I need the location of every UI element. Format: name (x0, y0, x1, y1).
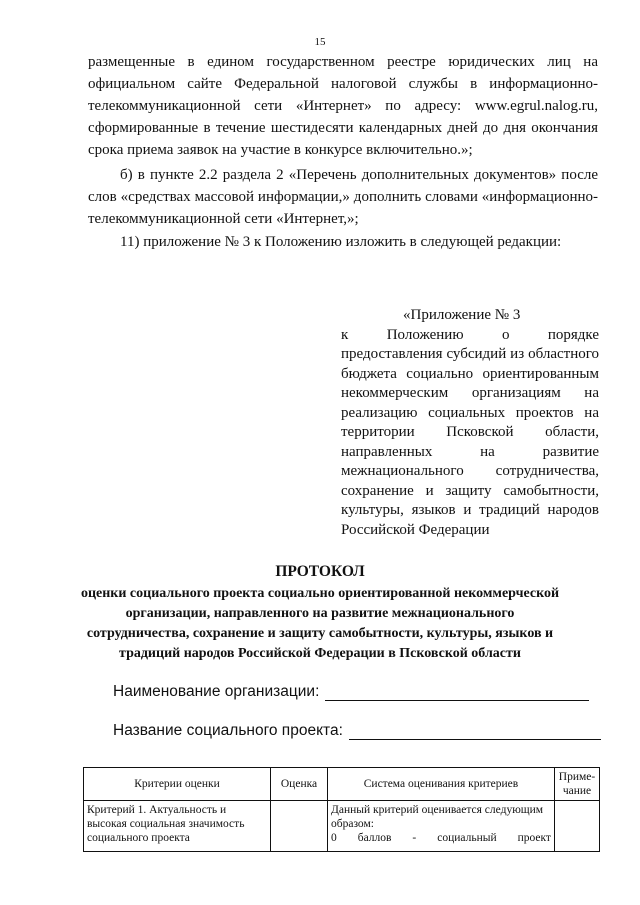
page-number: 15 (314, 36, 326, 48)
protocol-heading: ПРОТОКОЛ (275, 563, 365, 580)
project-field (113, 722, 601, 740)
criteria-table (83, 767, 600, 852)
system-line-2 (331, 831, 551, 845)
appendix-text: к Положению о порядке предоставления субсидий из областного бюджета социально ориентированным некоммерческим организациям на реализацию социальных проектов на территории Псковской области, направленных на развитие межнационального сотрудничества, сохранение и защиту самобытности, культуры, языков и традиций народов Российской Федерации (341, 326, 599, 538)
organization-blank[interactable] (325, 684, 589, 701)
system-cell (328, 801, 555, 852)
paragraph-continuation: размещенные в едином государственном реестре юридических лиц на официальном сайте Федеральной налоговой службы в информационно-телекоммуникационной сети «Интернет» по адресу: www.egrul.nalog.ru, сформированные в течение шестидесяти календарных дней до дня окончания срока приема заявок на участие в конкурсе включительно.»; (88, 54, 598, 158)
header-note: Приме-чание (555, 768, 600, 801)
system-word: баллов (357, 832, 392, 844)
header-system: Система оценивания критериев (328, 768, 555, 801)
protocol-subheading: оценки социального проекта социально ориентированной некоммерческой организации, направленного на развитие межнационального сотрудничества, сохранение и защиту самобытности, культуры, языков и традиций народов Российской Федерации в Псковской области (80, 586, 560, 661)
criterion-cell: Критерий 1. Актуальность и высокая социальная значимость социального проекта (84, 801, 271, 852)
score-cell (271, 801, 328, 852)
organization-label: Наименование организации: (113, 683, 320, 700)
appendix-title: «Приложение № 3 (403, 307, 521, 323)
project-label: Название социального проекта: (113, 722, 343, 739)
system-word: социальный (437, 832, 497, 844)
system-line-1: Данный критерий оценивается следующим образом: (331, 804, 544, 830)
header-score: Оценка (271, 768, 328, 801)
system-word: проект (517, 832, 551, 844)
system-word: - (412, 832, 417, 844)
project-blank[interactable] (349, 723, 601, 740)
organization-field (113, 683, 589, 701)
appendix-block (341, 306, 599, 540)
table-header-row (84, 768, 600, 801)
header-criteria: Критерии оценки (84, 768, 271, 801)
note-cell (555, 801, 600, 852)
table-row (84, 801, 600, 852)
system-word: 0 (331, 832, 337, 844)
paragraph-11: 11) приложение № 3 к Положению изложить в следующей редакции: (120, 234, 562, 250)
paragraph-b: б) в пункте 2.2 раздела 2 «Перечень дополнительных документов» после слов «средствах массовой информации,» дополнить словами «информационно-телекоммуникационной сети «Интернет,»; (88, 167, 598, 227)
